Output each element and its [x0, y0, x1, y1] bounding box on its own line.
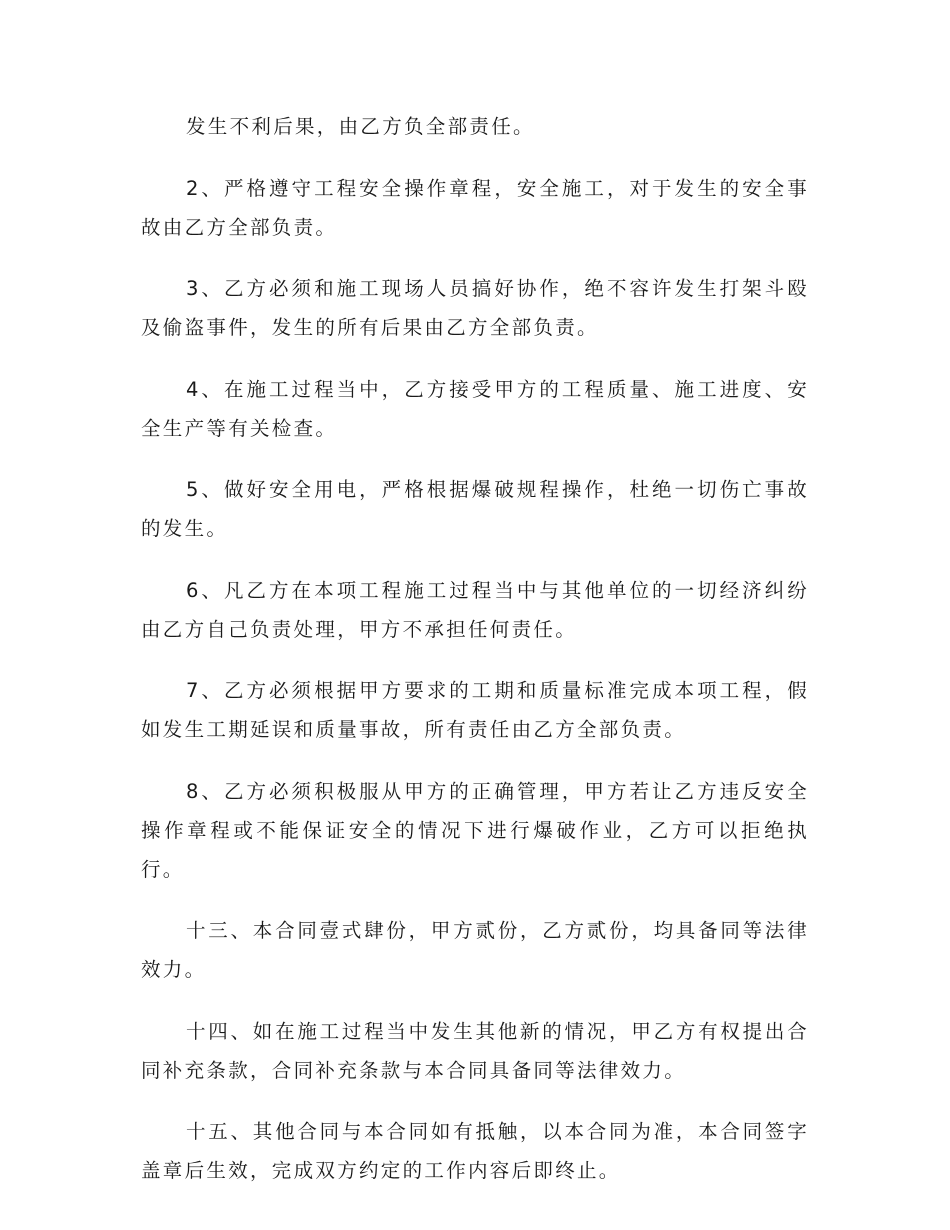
document-body	[141, 107, 809, 1213]
paragraph-clause-5: 5、做好安全用电，严格根据爆破规程操作，杜绝一切伤亡事故的发生。	[141, 478, 809, 540]
paragraph-clause-7: 7、乙方必须根据甲方要求的工期和质量标准完成本项工程，假如发生工期延误和质量事故，所有责任由乙方全部负责。	[141, 679, 809, 741]
paragraph-article-13: 十三、本合同壹式肆份，甲方贰份，乙方贰份，均具备同等法律效力。	[141, 919, 809, 981]
paragraph-clause-3: 3、乙方必须和施工现场人员搞好协作，绝不容许发生打架斗殴及偷盗事件，发生的所有后果由乙方全部负责。	[141, 277, 809, 339]
paragraph-clause-6: 6、凡乙方在本项工程施工过程当中与其他单位的一切经济纠纷由乙方自己负责处理，甲方不承担任何责任。	[141, 578, 809, 641]
paragraph-clause-4: 4、在施工过程当中，乙方接受甲方的工程质量、施工进度、安全生产等有关检查。	[141, 377, 809, 440]
paragraph-continuation: 发生不利后果，由乙方负全部责任。	[186, 115, 535, 138]
paragraph-clause-8: 8、乙方必须积极服从甲方的正确管理，甲方若让乙方违反安全操作章程或不能保证安全的情况下进行爆破作业，乙方可以拒绝执行。	[141, 779, 809, 881]
paragraph-article-14: 十四、如在施工过程当中发生其他新的情况，甲乙方有权提出合同补充条款，合同补充条款与本合同具备同等法律效力。	[141, 1019, 809, 1082]
paragraph-clause-2: 2、严格遵守工程安全操作章程，安全施工，对于发生的安全事故由乙方全部负责。	[141, 176, 809, 239]
paragraph-article-15: 十五、其他合同与本合同如有抵触，以本合同为准，本合同签字盖章后生效，完成双方约定的工作内容后即终止。	[141, 1120, 809, 1182]
